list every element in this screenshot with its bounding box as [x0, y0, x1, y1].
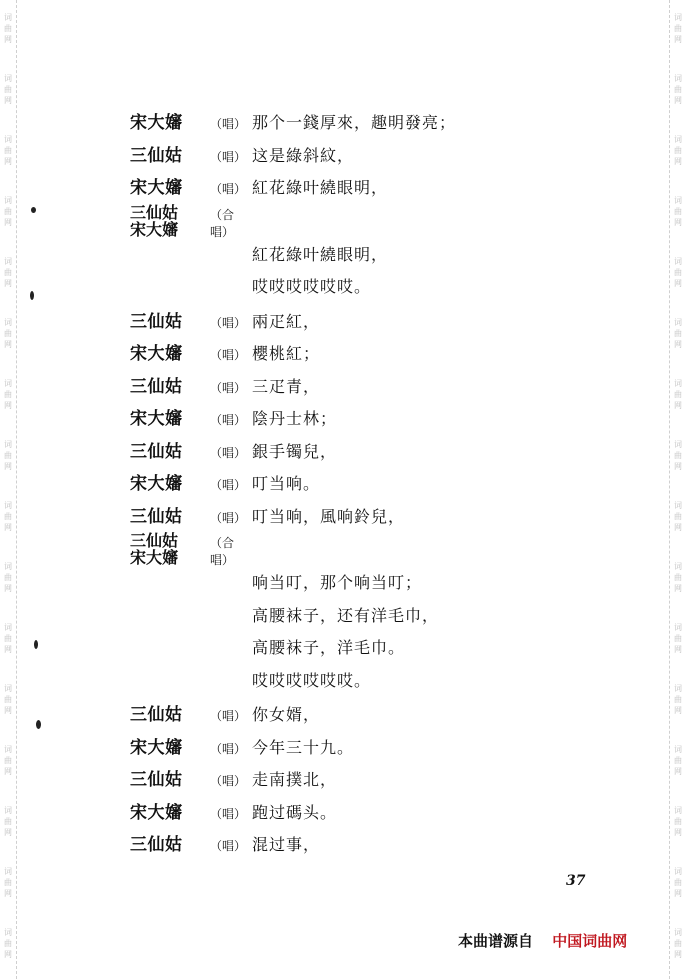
stage-direction: （唱） [210, 774, 247, 788]
speaker: 三仙姑 [130, 835, 183, 855]
watermark-mark: 词 曲 网 [4, 13, 12, 44]
footer-credit [458, 930, 627, 951]
stage-direction: （唱） [210, 806, 247, 821]
watermark-mark: 词 曲 网 [4, 684, 12, 715]
source-label: 本曲谱源自 [458, 932, 534, 950]
stage-direction: （唱） [210, 839, 247, 853]
speaker: 宋大嬸 [130, 344, 183, 364]
watermark-mark: 词 曲 网 [4, 440, 12, 471]
stage-direction: （合唱） [210, 207, 235, 239]
lyric: 混过事， [252, 835, 321, 854]
stage-direction: （唱） [210, 182, 247, 196]
speaker: 宋大嬸 [130, 409, 183, 429]
dialogue-line [130, 307, 610, 340]
lyric-line: 高腰袜子，还有洋毛巾， [252, 605, 440, 625]
stage-direction: （唱） [210, 709, 247, 723]
watermark-mark: 词 曲 网 [4, 74, 12, 105]
lyric: 叮当响，風响鈴兒， [252, 506, 406, 526]
lyric: 今年三十九。 [252, 737, 355, 757]
speaker: 宋大嬸 [130, 802, 183, 823]
lyric: 三疋青， [252, 376, 321, 396]
watermark-mark: 词 曲 网 [674, 745, 682, 776]
lyric-line: 哎哎哎哎哎哎。 [252, 277, 372, 296]
lyric: 叮当响。 [252, 474, 321, 493]
speaker: 三仙姑 [130, 705, 183, 725]
watermark-mark: 词 曲 网 [4, 806, 12, 837]
dialogue-line [130, 502, 610, 535]
right-watermark-strip [669, 0, 686, 979]
stage-direction: （唱） [210, 445, 247, 460]
stage-direction: （唱） [210, 510, 247, 525]
watermark-mark: 词 曲 网 [4, 501, 12, 532]
watermark-mark: 词 曲 网 [4, 562, 12, 593]
watermark-mark: 词 曲 网 [674, 928, 682, 959]
lyric-line: 高腰袜子，洋毛巾。 [252, 638, 406, 657]
watermark-mark: 词 曲 网 [4, 257, 12, 288]
duet-speakers [130, 204, 210, 238]
speaker: 宋大嬸 [130, 113, 183, 133]
watermark-mark: 词 曲 网 [4, 318, 12, 349]
speaker: 宋大嬸 [130, 178, 183, 198]
watermark-mark: 词 曲 网 [674, 13, 682, 44]
stage-direction: （唱） [210, 741, 247, 756]
watermark-mark: 词 曲 网 [4, 135, 12, 166]
speaker: 宋大嬸 [130, 474, 183, 494]
lyric: 陰丹士林； [252, 409, 338, 428]
dialogue-line [130, 733, 610, 766]
stage-direction: （唱） [210, 117, 247, 131]
lyric: 走南撲北， [252, 770, 338, 789]
dialogue-line [130, 437, 610, 470]
page-number: 37 [566, 873, 586, 889]
scan-speck [30, 291, 34, 300]
watermark-mark: 词 曲 网 [674, 257, 682, 288]
dialogue-line [130, 765, 610, 798]
watermark-mark: 词 曲 网 [674, 379, 682, 410]
stage-direction: （唱） [210, 413, 247, 427]
dialogue-line [130, 700, 610, 733]
site-name: 中国词曲网 [552, 932, 628, 950]
lyric-line: 紅花綠叶繞眼明， [252, 244, 389, 264]
dialogue-line [130, 141, 610, 174]
duet-header [130, 532, 610, 570]
watermark-mark: 词 曲 网 [4, 745, 12, 776]
duet-header [130, 204, 610, 242]
lyric: 兩疋紅， [252, 311, 321, 331]
stage-direction: （合唱） [210, 536, 235, 567]
lyric-line: 响当叮，那个响当叮； [252, 573, 423, 592]
watermark-mark: 词 曲 网 [4, 196, 12, 227]
watermark-mark: 词 曲 网 [4, 623, 12, 654]
stage-direction: （唱） [210, 380, 247, 395]
speaker: 三仙姑 [130, 441, 183, 462]
dialogue-line [130, 469, 610, 502]
scan-speck [31, 207, 36, 213]
speaker: 宋大嬸 [130, 548, 179, 567]
speaker: 三仙姑 [130, 376, 183, 397]
lyric: 跑过碼头。 [252, 802, 338, 822]
watermark-mark: 词 曲 网 [674, 867, 682, 898]
watermark-mark: 词 曲 网 [674, 806, 682, 837]
speaker: 三仙姑 [130, 202, 179, 222]
dialogue-line [130, 372, 610, 405]
speaker: 三仙姑 [130, 506, 183, 527]
watermark-mark: 词 曲 网 [674, 623, 682, 654]
watermark-mark: 词 曲 网 [674, 135, 682, 166]
speaker: 三仙姑 [130, 531, 179, 550]
speaker: 三仙姑 [130, 770, 183, 790]
speaker: 宋大嬸 [130, 219, 179, 239]
speaker: 宋大嬸 [130, 737, 183, 758]
watermark-mark: 词 曲 网 [674, 562, 682, 593]
stage-direction: （唱） [210, 478, 247, 492]
watermark-mark: 词 曲 网 [674, 684, 682, 715]
stage-direction: （唱） [210, 315, 247, 330]
lyric: 这是綠斜紋， [252, 145, 355, 165]
lyric: 你女婿， [252, 705, 321, 724]
watermark-mark: 词 曲 网 [674, 318, 682, 349]
stage-direction: （唱） [210, 348, 247, 362]
scan-speck [34, 640, 38, 649]
dialogue-line [130, 404, 610, 437]
speaker: 三仙姑 [130, 311, 183, 332]
watermark-mark: 词 曲 网 [674, 196, 682, 227]
script-body [130, 108, 610, 863]
lyric: 銀手镯兒， [252, 441, 338, 461]
duet-speakers [130, 532, 210, 566]
lyric: 紅花綠叶繞眼明， [252, 178, 389, 197]
speaker: 三仙姑 [130, 145, 183, 166]
stage-direction: （唱） [210, 149, 247, 164]
lyric-line: 哎哎哎哎哎哎。 [252, 670, 372, 690]
watermark-mark: 词 曲 网 [674, 501, 682, 532]
watermark-mark: 词 曲 网 [674, 74, 682, 105]
dialogue-line [130, 173, 610, 206]
watermark-mark: 词 曲 网 [4, 379, 12, 410]
left-watermark-strip [0, 0, 17, 979]
dialogue-line [130, 339, 610, 372]
watermark-mark: 词 曲 网 [674, 440, 682, 471]
dialogue-line [130, 108, 610, 141]
lyric: 那个一錢厚來，趣明發亮； [252, 113, 457, 132]
scan-speck [36, 720, 41, 729]
watermark-mark: 词 曲 网 [4, 867, 12, 898]
watermark-mark: 词 曲 网 [4, 928, 12, 959]
dialogue-line [130, 798, 610, 831]
dialogue-line [130, 830, 610, 863]
lyric: 櫻桃紅； [252, 344, 321, 363]
